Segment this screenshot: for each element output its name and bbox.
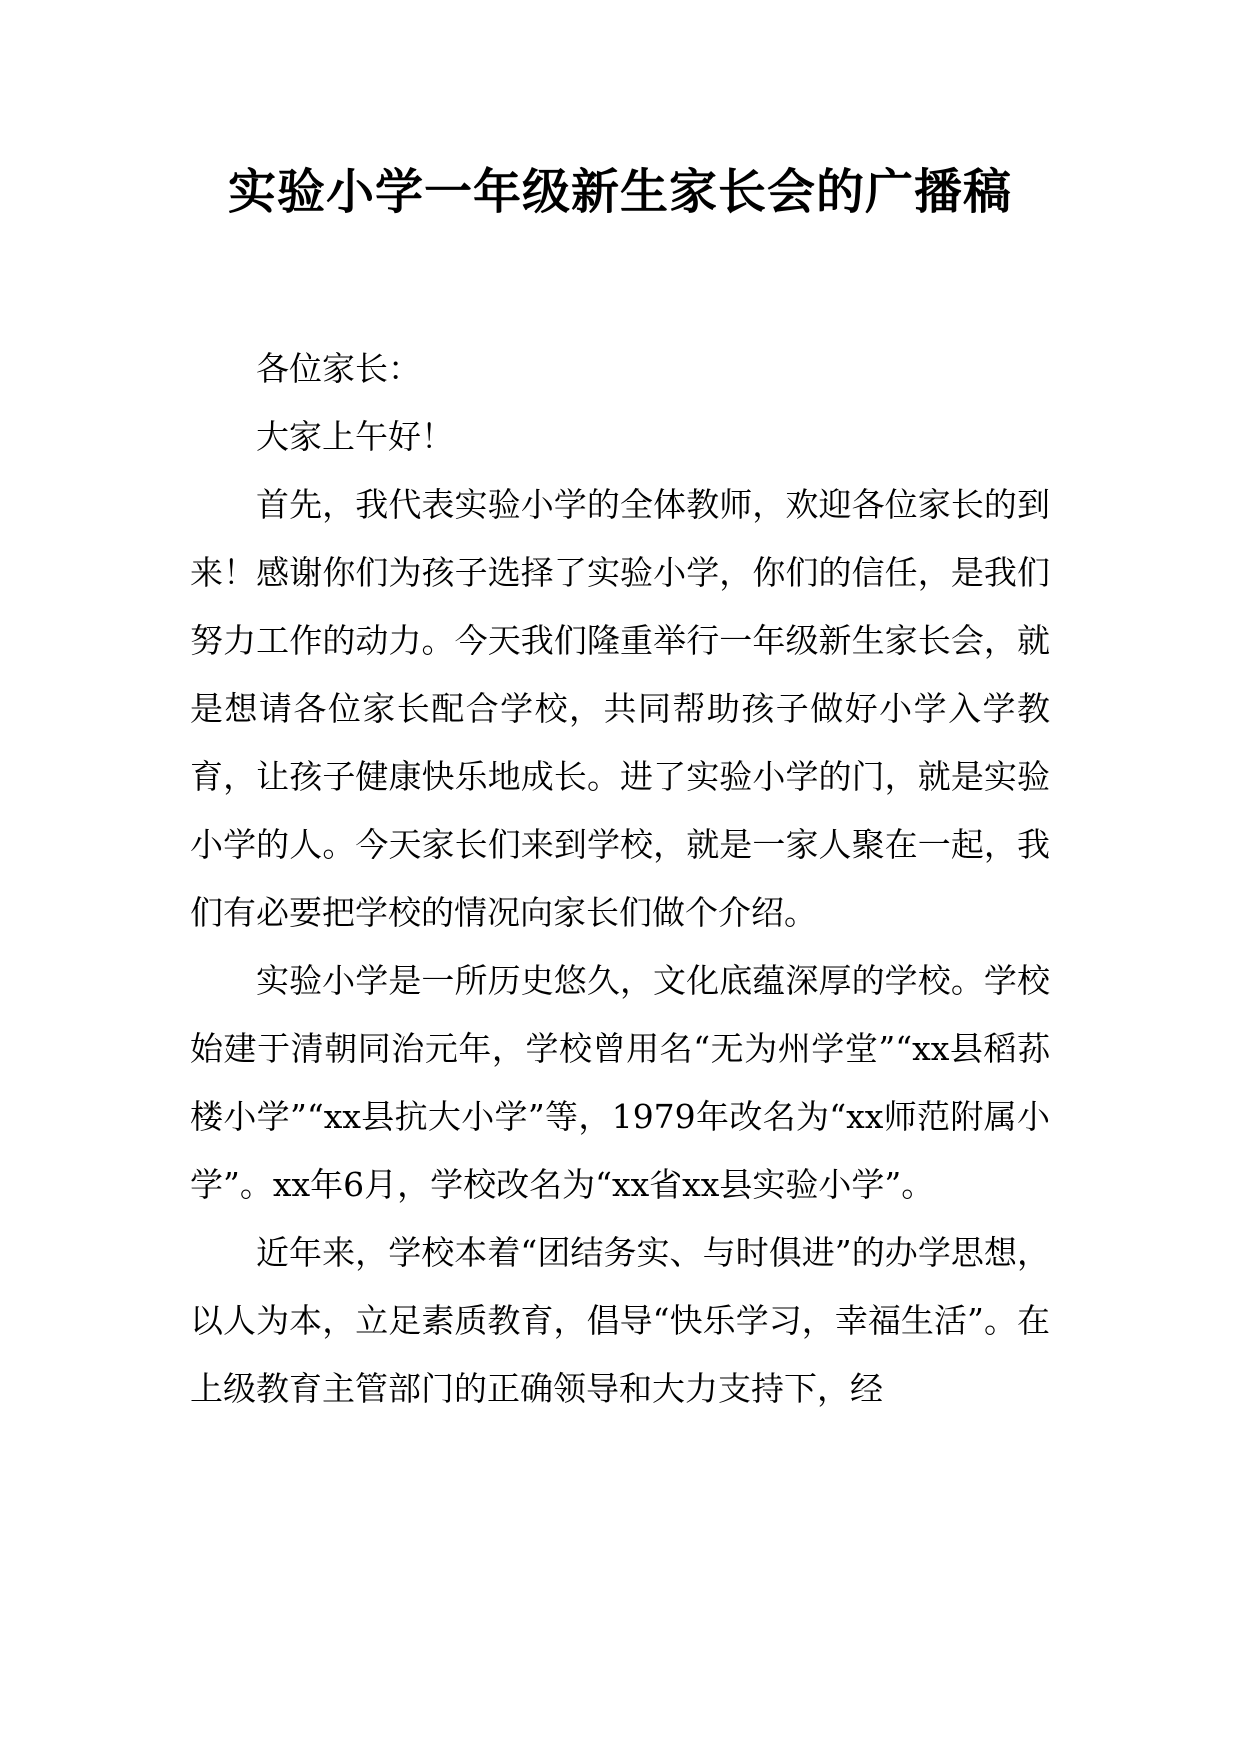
paragraph-history: 实验小学是一所历史悠久，文化底蕴深厚的学校。学校始建于清朝同治元年，学校曾用名“无为州学堂”“xx县稻荪楼小学”“xx县抗大小学”等，1979年改名为“xx师范附属小学”。xx年6月，学校改名为“xx省xx县实验小学”。	[190, 961, 1050, 1204]
greeting: 大家上午好！	[256, 417, 454, 456]
paragraph-welcome: 首先，我代表实验小学的全体教师，欢迎各位家长的到来！感谢你们为孩子选择了实验小学，你们的信任，是我们努力工作的动力。今天我们隆重举行一年级新生家长会，就是想请各位家长配合学校，共同帮助孩子做好小学入学教育，让孩子健康快乐地成长。进了实验小学的门，就是实验小学的人。今天家长们来到学校，就是一家人聚在一起，我们有必要把学校的情况向家长们做个介绍。	[190, 485, 1050, 932]
paragraph-recent-years: 近年来，学校本着“团结务实、与时俱进”的办学思想，以人为本，立足素质教育，倡导“快乐学习，幸福生活”。在上级教育主管部门的正确领导和大力支持下，经	[190, 1233, 1050, 1408]
salutation: 各位家长：	[256, 349, 421, 388]
document-body	[190, 335, 1050, 1423]
document-title: 实验小学一年级新生家长会的广播稿	[227, 164, 1012, 220]
